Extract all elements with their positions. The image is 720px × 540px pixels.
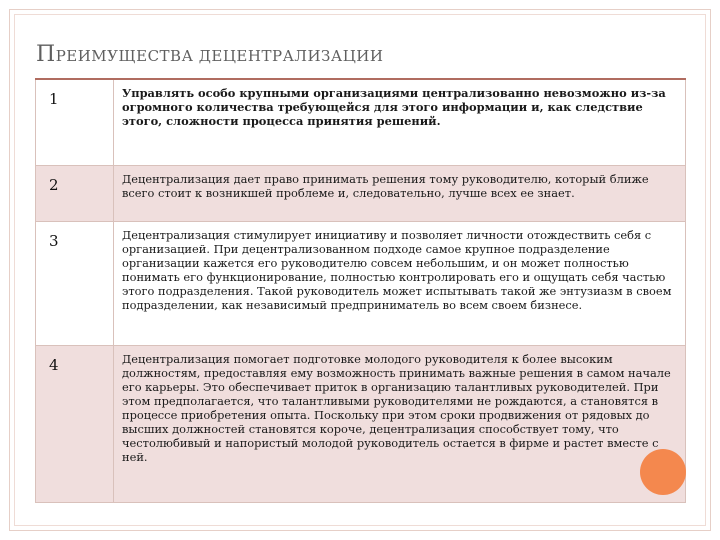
decorative-circle-icon xyxy=(640,449,686,495)
row-text: Децентрализация стимулирует инициативу и позволяет личности отождествить себя с организацией. При децентрализованном подходе самое крупное подразделение организации кажется его руководителю совсем небольшим, и он может полностью понимать его функционирование, полностью контролировать его и ощущать себя частью этого подразделения. Такой руководитель может испытывать такой же энтузиазм в своем подразделении, как независимый предприниматель во всем своем бизнесе. xyxy=(114,221,686,345)
row-number: 2 xyxy=(36,165,114,221)
advantages-table xyxy=(35,78,686,503)
page-title-rest: РЕИМУЩЕСТВА ДЕЦЕНТРАЛИЗАЦИИ xyxy=(55,47,384,65)
table-row xyxy=(36,79,686,165)
table-row xyxy=(36,221,686,345)
row-number: 3 xyxy=(36,221,114,345)
table-row xyxy=(36,165,686,221)
row-number: 4 xyxy=(36,345,114,502)
page-title xyxy=(36,42,383,67)
row-text: Децентрализация помогает подготовке молодого руководителя к более высоким должностям, предоставляя ему возможность принимать важные решения в самом начале его карьеры. Это обеспечивает приток в организацию талантливых руководителей. При этом предполагается, что талантливыми руководителями не рождаются, а становятся в процессе приобретения опыта. Поскольку при этом сроки продвижения от рядовых до высших должностей становятся короче, децентрализация способствует тому, что честолюбивый и напористый молодой руководитель остается в фирме и растет вместе с ней. xyxy=(114,345,686,502)
row-text: Управлять особо крупными организациями централизованно невозможно из-за огромного количества требующейся для этого информации и, как следствие этого, сложности процесса принятия решений. xyxy=(114,79,686,165)
row-number: 1 xyxy=(36,79,114,165)
page-title-first-letter: П xyxy=(36,42,56,67)
row-text: Децентрализация дает право принимать решения тому руководителю, который ближе всего стоит к возникшей проблеме и, следовательно, лучше всех ее знает. xyxy=(114,165,686,221)
table-row xyxy=(36,345,686,502)
